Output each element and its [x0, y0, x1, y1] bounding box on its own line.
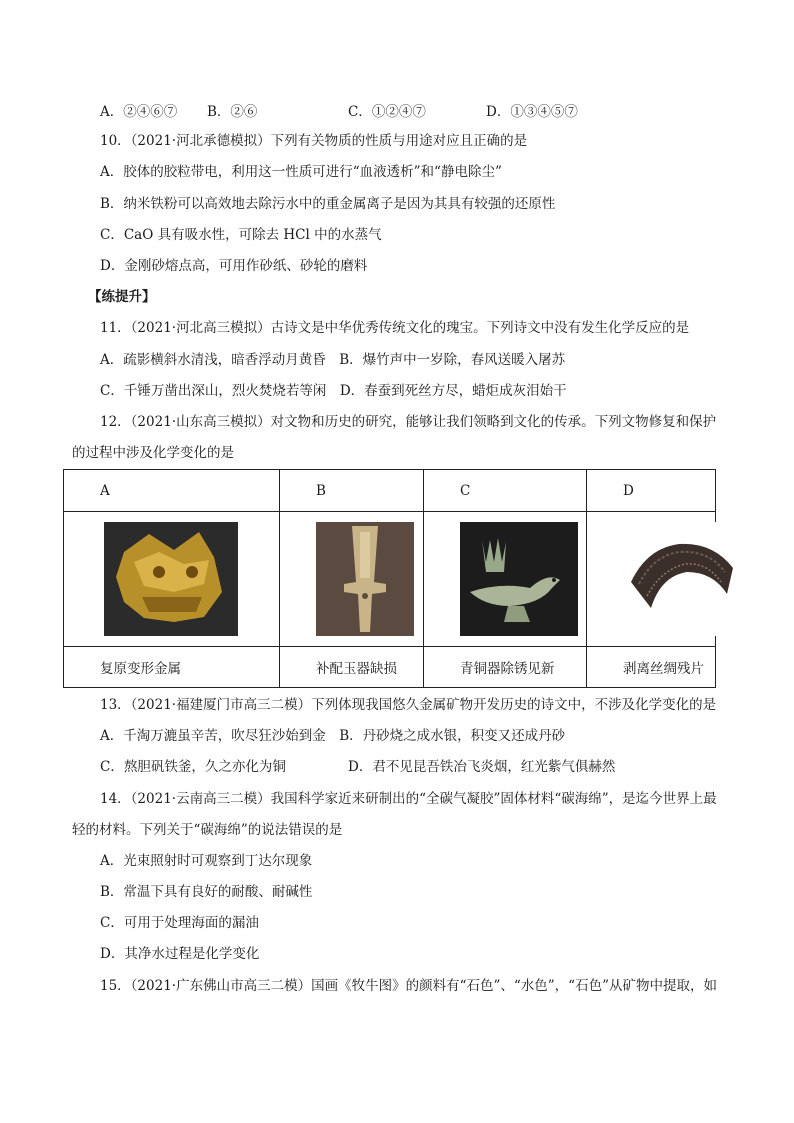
- table-caption-c: 青铜器除锈见新: [424, 647, 587, 688]
- q10-stem: 10．（2021·河北承德模拟）下列有关物质的性质与用途对应且正确的是: [100, 133, 528, 149]
- q12-stem-line1: 12．（2021·山东高三模拟）对文物和历史的研究，能够让我们领略到文化的传承。下列文物修复和保护: [100, 414, 717, 430]
- q13-option-c: C．熬胆矾铁釜，久之亦化为铜: [100, 759, 286, 775]
- q10-option-d: D．金刚砂熔点高，可用作砂纸、砂轮的磨料: [100, 258, 368, 274]
- q14-option-b: B．常温下具有良好的耐酸、耐碱性: [100, 884, 313, 900]
- q10-option-c: C．CaO 具有吸水性，可除去 HCl 中的水蒸气: [100, 227, 382, 243]
- q15-stem: 15．（2021·广东佛山市高三二模）国画《牧牛图》的颜料有“石色”、“水色”，“石色”从矿物中提取，如: [100, 978, 717, 994]
- cell-image-c: [424, 512, 587, 647]
- q10-option-a: A．胶体的胶粒带电，利用这一性质可进行“血液透析”和“静电除尘”: [100, 164, 502, 180]
- q13-stem: 13．（2021·福建厦门市高三二模）下列体现我国悠久金属矿物开发历史的诗文中，不涉及化学变化的是: [100, 697, 717, 713]
- cell-image-d: [587, 512, 716, 647]
- q14-stem-line2: 轻的材料。下列关于“碳海绵”的说法错误的是: [72, 822, 343, 838]
- q9-option-c: C．①②④⑦: [348, 104, 426, 120]
- q13-option-d: D．君不见昆吾铁冶飞炎烟，红光紫气俱赫然: [348, 759, 616, 775]
- table-caption-d: 剥离丝绸残片: [587, 647, 716, 688]
- artifact-table: [63, 469, 716, 688]
- cell-image-b: [280, 512, 424, 647]
- gold-mask-image: [104, 522, 238, 636]
- q14-option-a: A．光束照射时可观察到丁达尔现象: [100, 853, 313, 869]
- q13-options-ab: A．千淘万漉虽辛苦，吹尽狂沙始到金 B．丹砂烧之成水银，积变又还成丹砂: [100, 728, 566, 744]
- cell-image-a: [64, 512, 280, 647]
- q9-option-a: A．②④⑥⑦: [100, 104, 178, 120]
- q9-option-b: B．②⑥: [207, 104, 258, 120]
- bronze-bird-image: [460, 522, 578, 636]
- q14-stem-line1: 14．（2021·云南高三二模）我国科学家近来研制出的“全碳气凝胶”固体材料“碳海绵”，是迄今世界上最: [100, 791, 717, 807]
- table-header-a: A: [64, 470, 280, 512]
- table-header-b: B: [280, 470, 424, 512]
- q10-option-b: B．纳米铁粉可以高效地去除污水中的重金属离子是因为其具有较强的还原性: [100, 196, 556, 212]
- section-title: 【练提升】: [88, 289, 156, 305]
- q12-stem-line2: 的过程中涉及化学变化的是: [72, 445, 234, 461]
- table-caption-b: 补配玉器缺损: [280, 647, 424, 688]
- q14-option-d: D．其净水过程是化学变化: [100, 946, 260, 962]
- q11-stem: 11．（2021·河北高三模拟）古诗文是中华优秀传统文化的瑰宝。下列诗文中没有发生化学反应的是: [100, 320, 690, 336]
- q14-option-c: C．可用于处理海面的漏油: [100, 915, 259, 931]
- jade-blade-image: [316, 522, 414, 636]
- q11-options-cd: C．千锤万凿出深山，烈火焚烧若等闲 D．春蚕到死丝方尽，蜡炬成灰泪始干: [100, 383, 567, 399]
- q9-option-d: D．①③④⑤⑦: [486, 104, 578, 120]
- silk-fragment-image: [617, 522, 741, 636]
- table-caption-a: 复原变形金属: [64, 647, 280, 688]
- q11-options-ab: A．疏影横斜水清浅，暗香浮动月黄昏 B．爆竹声中一岁除，春风送暖入屠苏: [100, 352, 566, 368]
- table-header-d: D: [587, 470, 716, 512]
- table-header-c: C: [424, 470, 587, 512]
